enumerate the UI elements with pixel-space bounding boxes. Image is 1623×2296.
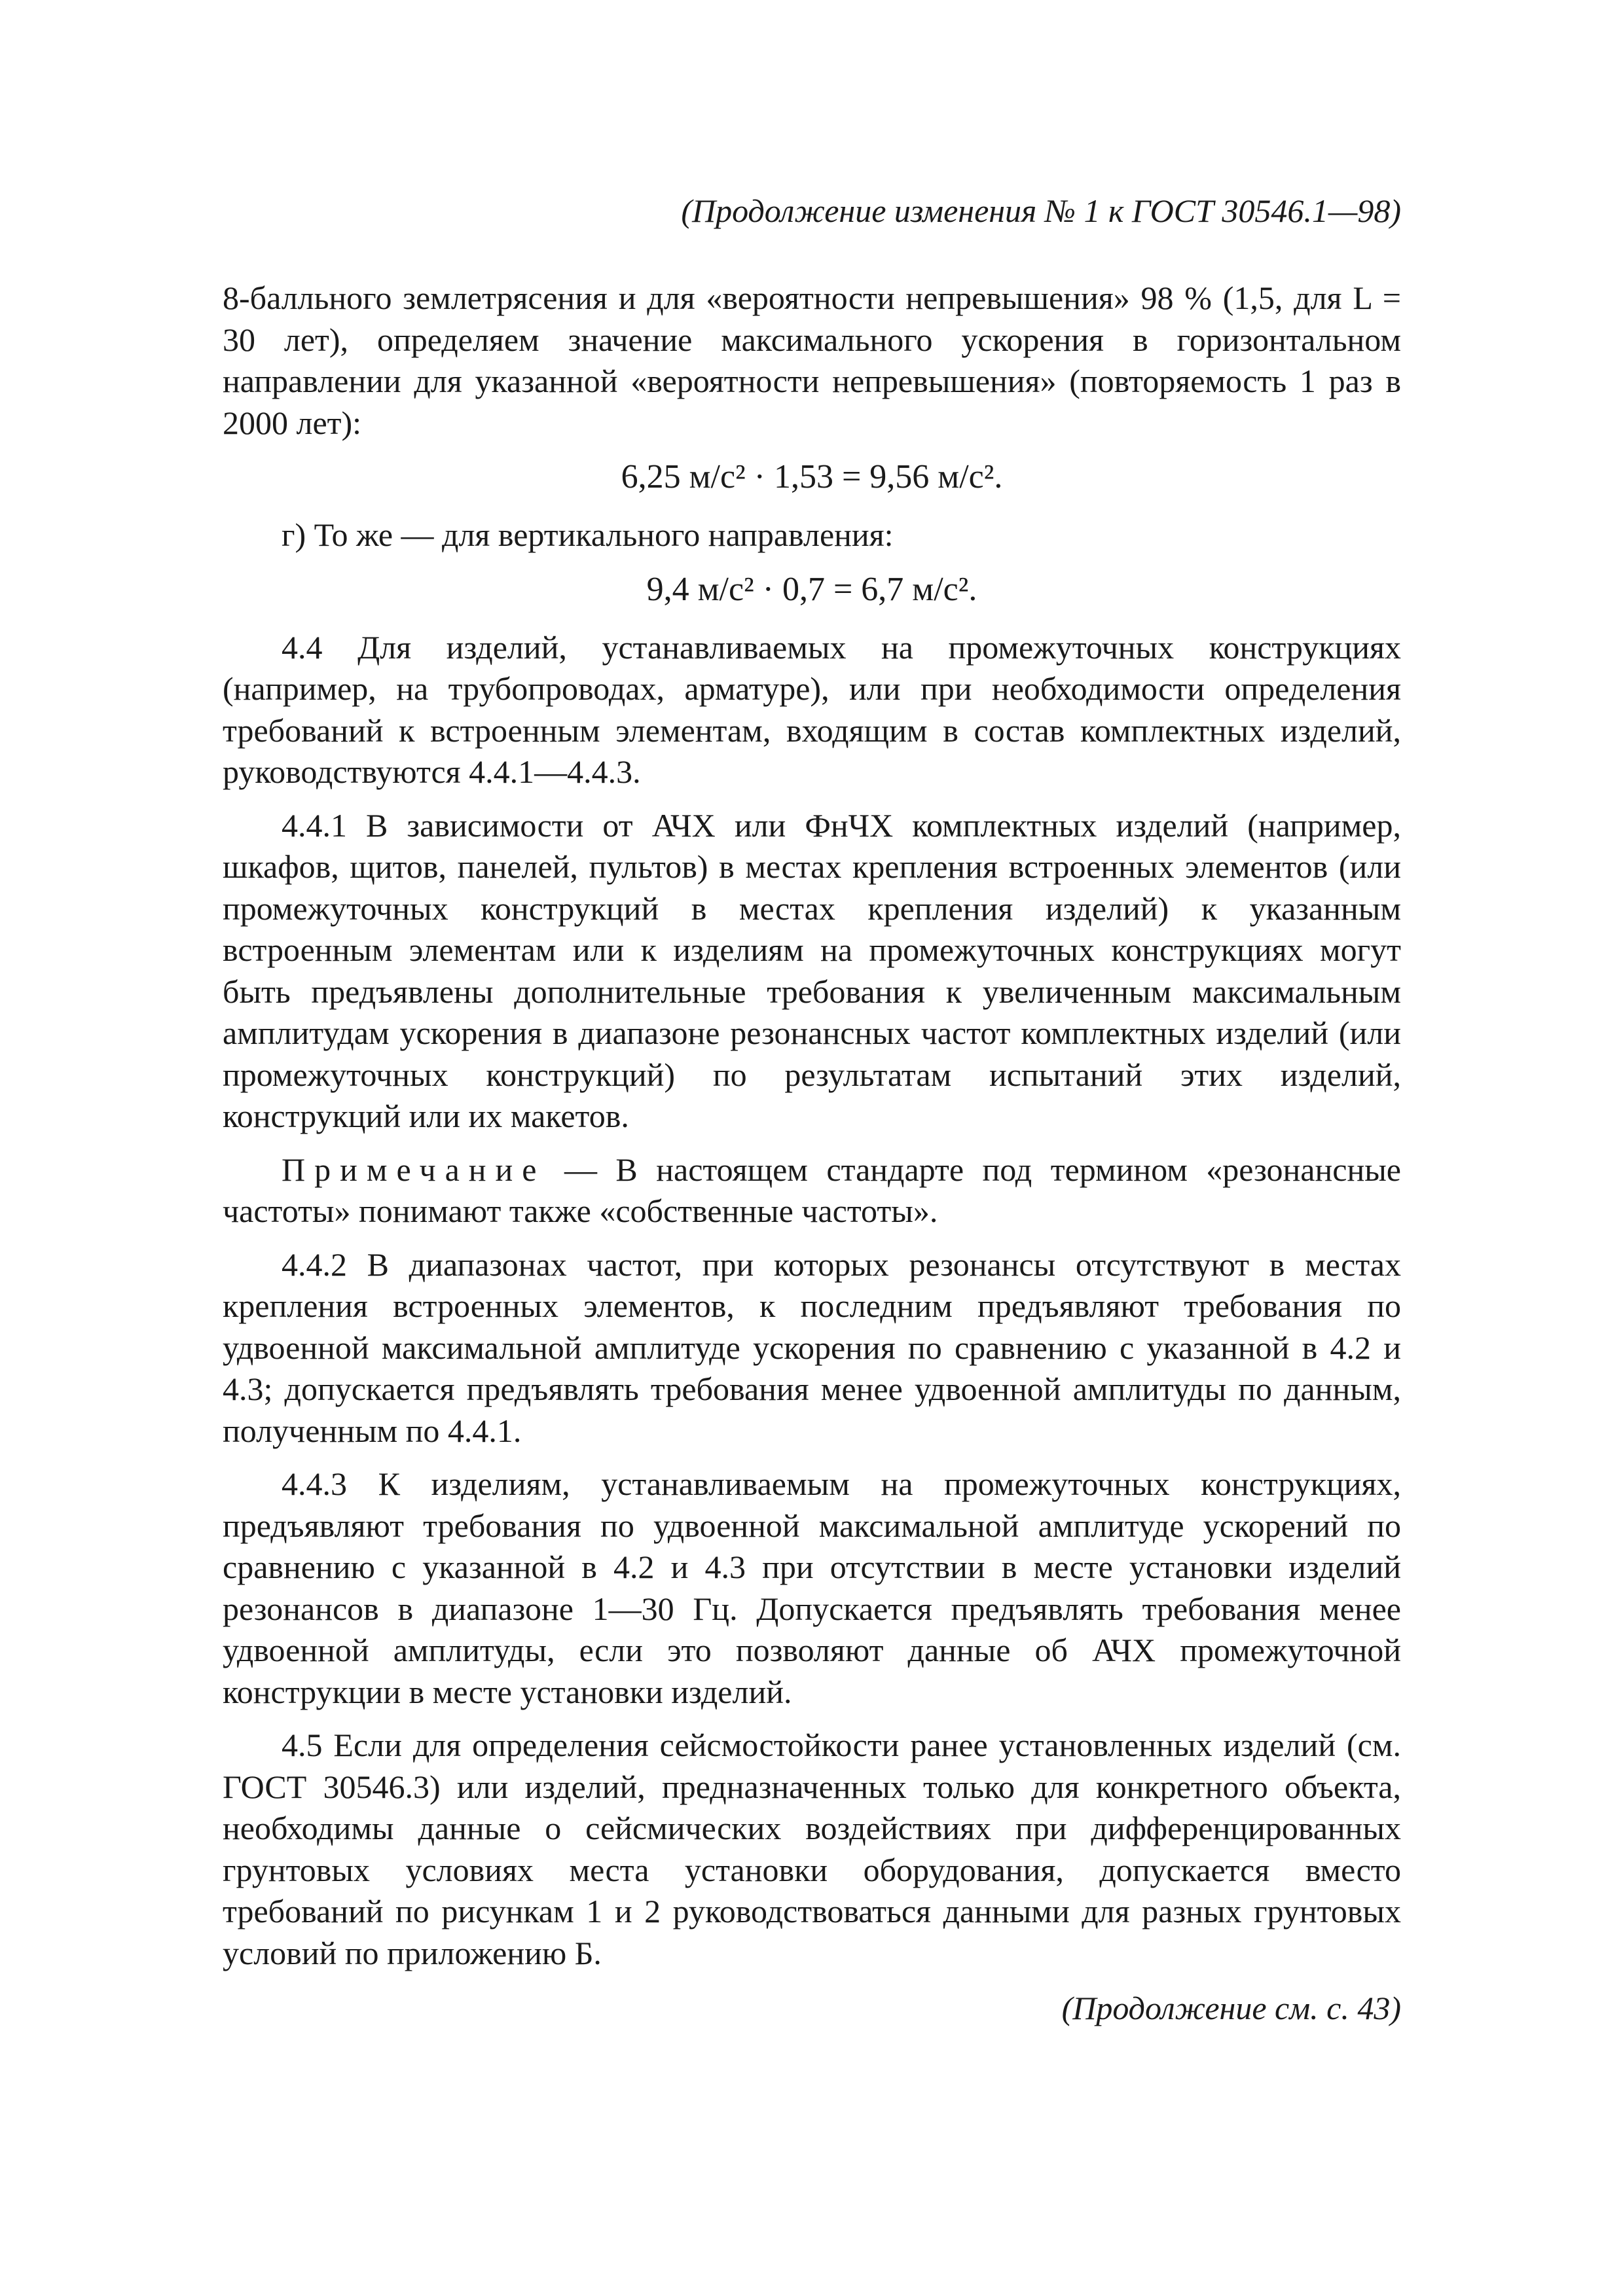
- page-footer: (Продолжение см. с. 43): [1061, 1990, 1401, 2026]
- document-page: [223, 190, 1401, 2029]
- section-4-4-1: 4.4.1 В зависимости от АЧХ или ФнЧХ комплектных изделий (например, шкафов, щитов, панелей, пультов) в местах крепления встроенных элементов (или промежуточных конструкций в местах крепления изделий) к указанным встроенным элементам или к изделиям на промежуточных конструкциях могут быть предъявлены дополнительные требования к увеличенным максимальным амплитудам ускорения в диапазоне резонансных частот комплектных изделий (или промежуточных конструкций) по результатам испытаний этих изделий, конструкций или их макетов.: [223, 806, 1401, 1134]
- formula-horizontal: 6,25 м/с² · 1,53 = 9,56 м/с².: [621, 458, 1003, 495]
- note-label: Примечание: [282, 1151, 546, 1188]
- section-4-4-3: 4.4.3 К изделиям, устанавливаемым на промежуточных конструкциях, предъявляют требования по удвоенной максимальной амплитуде ускорений по сравнению с указанной в 4.2 и 4.3 при отсутствии в месте установки изделий резонансов в диапазоне 1—30 Гц. Допускается предъявлять требования менее удвоенной амплитуды, если это позволяют данные об АЧХ промежуточной конструкции в месте установки изделий.: [223, 1465, 1401, 1710]
- formula-vertical: 9,4 м/с² · 0,7 = 6,7 м/с².: [646, 570, 977, 608]
- note-paragraph: [223, 1149, 1401, 1232]
- page-header: (Продолжение изменения № 1 к ГОСТ 30546.1—98): [681, 192, 1401, 229]
- note-text: — В настоящем стандарте под термином «резонансные частоты» понимают также «собственные частоты».: [223, 1151, 1401, 1229]
- section-4-4: 4.4 Для изделий, устанавливаемых на промежуточных конструкциях (например, на трубопроводах, арматуре), или при необходимости определения требований к встроенным элементам, входящим в состав комплектных изделий, руководствуются 4.4.1—4.4.3.: [223, 628, 1401, 790]
- section-4-4-2: 4.4.2 В диапазонах частот, при которых резонансы отсутствуют в местах крепления встроенных элементов, к последним предъявляют требования по удвоенной максимальной амплитуде ускорения по сравнению с указанной в 4.2 и 4.3; допускается предъявлять требования менее удвоенной амплитуды по данным, полученным по 4.4.1.: [223, 1246, 1401, 1449]
- paragraph-g: г) То же — для вертикального направления:: [282, 516, 894, 553]
- intro-paragraph: 8-балльного землетрясения и для «вероятности непревышения» 98 % (1,5, для L = 30 лет), определяем значение максимального ускорения в горизонтальном направлении для указанной «вероятности непревышения» (повторяемость 1 раз в 2000 лет):: [223, 279, 1401, 441]
- section-4-5: 4.5 Если для определения сейсмостойкости ранее установленных изделий (см. ГОСТ 30546.3) или изделий, предназначенных только для конкретного объекта, необходимы данные о сейсмических воздействиях при дифференцированных грунтовых условиях места установки оборудования, допускается вместо требований по рисункам 1 и 2 руководствоваться данными для разных грунтовых условий по приложению Б.: [223, 1727, 1401, 1971]
